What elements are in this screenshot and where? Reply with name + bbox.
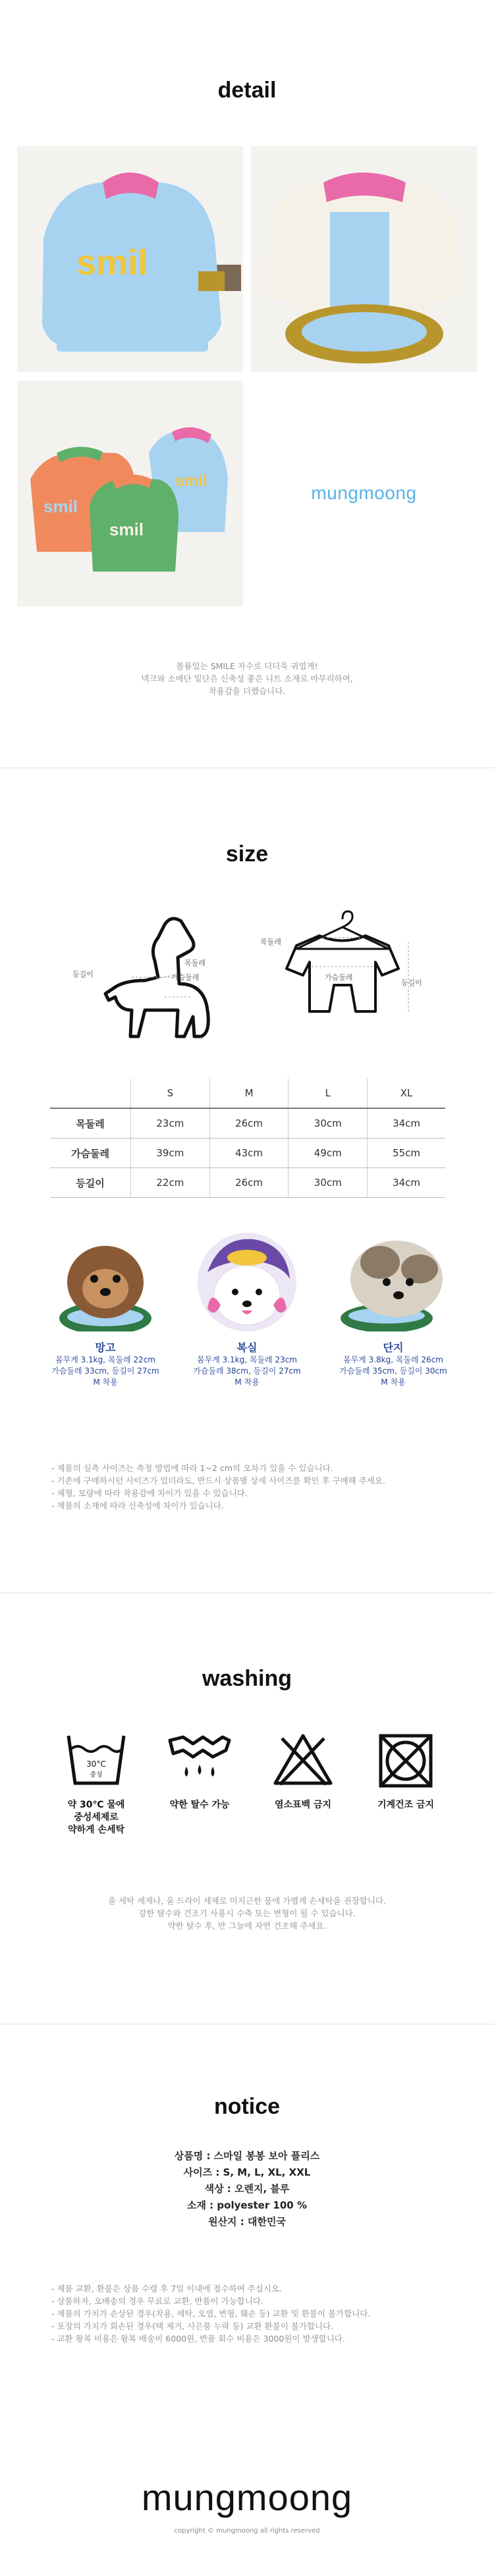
product-photo-front xyxy=(17,146,243,372)
notice-note: - 상품하자, 오배송의 경우 무료로 교환, 반품이 가능합니다. xyxy=(51,2296,263,2306)
table-cell: 26cm xyxy=(209,1168,288,1198)
product-photo-colors xyxy=(17,381,243,606)
spec-line: 소재 : polyester 100 % xyxy=(186,2199,307,2211)
table-cell: 49cm xyxy=(288,1139,368,1168)
table-cell: 39cm xyxy=(131,1139,210,1168)
size-note: - 제품의 소재에 따라 신축성에 차이가 있습니다. xyxy=(51,1501,224,1511)
product-photo-back xyxy=(251,146,477,372)
detail-desc-line: 착용감을 더했습니다. xyxy=(208,686,286,696)
table-row xyxy=(50,1108,445,1139)
model-desc-line: 몸무게 3.1kg, 목둘레 23cm xyxy=(196,1355,298,1364)
table-cell: 22cm xyxy=(131,1168,210,1198)
washtub-temp-text: 30°C xyxy=(86,1759,106,1769)
dog-chest-label: 가슴둘레 xyxy=(171,973,200,982)
notice-note: - 포장의 가치가 회손된 경우(택 제거, 사은품 누락 등) 교환 환불이 불가합니다. xyxy=(51,2321,334,2331)
table-corner xyxy=(50,1079,131,1108)
dog-measure-diagram xyxy=(72,911,231,1050)
model-name: 단지 xyxy=(383,1341,404,1354)
row-label: 목둘레 xyxy=(50,1108,131,1139)
wash-item-nobleach xyxy=(257,1731,349,1811)
model-desc-line: M 착용 xyxy=(381,1378,406,1387)
table-cell: 34cm xyxy=(368,1108,445,1139)
size-table xyxy=(50,1079,445,1198)
notice-note: - 제품의 가치가 손상된 경우(착용, 세탁, 오염, 변형, 훼손 등) 교환 및 환불이 불가합니다. xyxy=(51,2309,371,2319)
model-photo-danji xyxy=(334,1233,453,1331)
size-col-l: L xyxy=(288,1079,368,1108)
model-desc-line: 몸무게 3.1kg, 목둘레 22cm xyxy=(55,1355,156,1364)
no-tumble-dry-icon xyxy=(373,1731,439,1790)
model-photo-mango xyxy=(49,1233,161,1331)
detail-title: detail xyxy=(217,78,277,103)
spec-line: 사이즈 : S, M, L, XL, XXL xyxy=(183,2166,311,2178)
table-cell: 34cm xyxy=(368,1168,445,1198)
spec-line: 상품명 : 스마일 봉봉 보아 플리스 xyxy=(174,2150,320,2162)
washing-description xyxy=(0,1894,494,1932)
garment-chest-label: 가슴둘레 xyxy=(325,973,353,982)
garment-neck-label: 목둘레 xyxy=(260,938,281,946)
dog-neck-label: 목둘레 xyxy=(184,959,206,967)
model-desc-line: 가슴둘레 35cm, 등길이 30cm xyxy=(339,1366,447,1376)
wash-label: 기계건조 금지 xyxy=(377,1800,435,1810)
size-col-m: M xyxy=(209,1079,288,1108)
size-table-header xyxy=(50,1079,445,1108)
size-note: - 기존에 구매하시던 사이즈가 있더라도, 반드시 상품별 상세 사이즈를 확인 후 구매해 주세요. xyxy=(51,1476,385,1486)
footer-logo: mungmoong xyxy=(141,2477,353,2518)
no-bleach-icon xyxy=(270,1731,336,1790)
brand-logo-text: mungmoong xyxy=(311,483,417,503)
wash-label-line: 약하게 손세탁 xyxy=(67,1825,125,1835)
section-divider xyxy=(0,767,494,768)
size-col-s: S xyxy=(131,1079,210,1108)
svg-text:smil: smil xyxy=(175,472,207,490)
svg-text:smil: smil xyxy=(76,243,148,282)
detail-desc-line: 볼륨있는 SMILE 자수로 더더욱 귀엽게! xyxy=(176,661,318,671)
table-cell: 26cm xyxy=(209,1108,288,1139)
wash-label xyxy=(50,1799,142,1837)
size-notes xyxy=(51,1462,447,1512)
table-cell: 23cm xyxy=(131,1108,210,1139)
washtub-30c-icon xyxy=(63,1731,129,1790)
table-cell: 55cm xyxy=(368,1139,445,1168)
washing-desc-line: 약한 탈수 후, 반 그늘에 자연 건조해 주세요. xyxy=(167,1921,327,1931)
svg-text:smil: smil xyxy=(43,496,78,516)
section-divider xyxy=(0,1592,494,1594)
table-cell: 30cm xyxy=(288,1168,368,1198)
wring-icon xyxy=(167,1731,233,1790)
notice-title: notice xyxy=(213,2094,281,2119)
washing-desc-line: 강한 탈수와 건조기 사용시 수축 또는 변형이 될 수 있습니다. xyxy=(138,1908,356,1918)
spec-line: 원산지 : 대한민국 xyxy=(208,2216,286,2228)
footer-copyright: copyright © mungmoong all rights reserved xyxy=(174,2527,320,2535)
garment-measure-diagram xyxy=(260,906,425,1051)
model-card-mango xyxy=(40,1233,171,1388)
model-name: 복실 xyxy=(236,1341,258,1354)
garment-back-label: 등길이 xyxy=(401,979,422,987)
dog-back-label: 등길이 xyxy=(72,970,94,979)
table-cell: 43cm xyxy=(209,1139,288,1168)
model-photo-boksil xyxy=(181,1226,313,1331)
table-cell: 30cm xyxy=(288,1108,368,1139)
wash-item-nodryer xyxy=(360,1731,452,1811)
model-desc-line: 가슴둘레 33cm, 등길이 27cm xyxy=(51,1366,159,1376)
wash-item-handwash xyxy=(50,1731,142,1837)
model-desc-line: 몸무게 3.8kg, 목둘레 26cm xyxy=(343,1355,444,1364)
brand-logo-panel xyxy=(251,381,477,606)
detail-description xyxy=(0,660,494,697)
model-card-danji xyxy=(327,1233,459,1388)
table-row xyxy=(50,1168,445,1198)
wash-item-wring xyxy=(153,1731,246,1811)
washing-desc-line: 울 세탁 세제나, 울 드라이 세제로 미지근한 물에 가볍게 손세탁을 권장합니다. xyxy=(107,1896,386,1906)
model-card-boksil xyxy=(181,1226,313,1388)
svg-text:smil: smil xyxy=(109,520,144,539)
notice-note: - 제품 교환, 환불은 상품 수령 후 7일 이내에 접수하여 주십시오. xyxy=(51,2284,282,2294)
model-desc-line: M 착용 xyxy=(93,1378,118,1387)
size-title: size xyxy=(225,842,269,867)
wash-label-line: 약 30℃ 물에 xyxy=(67,1800,125,1810)
model-name: 망고 xyxy=(95,1341,116,1354)
size-note: - 제품의 실측 사이즈는 측정 방법에 따라 1~2 cm의 오차가 있을 수 있습니다. xyxy=(51,1463,333,1473)
washing-title: washing xyxy=(202,1666,292,1691)
notice-notes xyxy=(51,2282,447,2345)
detail-desc-line: 넥크와 소매단 밑단은 신축성 좋은 니트 소재로 마무리하여, xyxy=(141,674,353,684)
row-label: 등길이 xyxy=(50,1168,131,1198)
model-desc-line: 가슴둘레 38cm, 등길이 27cm xyxy=(193,1366,301,1376)
size-note: - 체형, 모량에 따라 착용감에 차이가 있을 수 있습니다. xyxy=(51,1488,248,1498)
model-desc-line: M 착용 xyxy=(234,1378,260,1387)
wash-label: 약한 탈수 가능 xyxy=(169,1800,230,1810)
row-label: 가슴둘레 xyxy=(50,1139,131,1168)
washtub-sub-text: 중성 xyxy=(90,1771,103,1779)
spec-line: 색상 : 오렌지, 블루 xyxy=(204,2183,290,2195)
section-divider xyxy=(0,2024,494,2025)
notice-note: - 교환 왕복 비용은 왕복 배송비 6000원, 반품 회수 비용은 3000원이 발생합니다. xyxy=(51,2334,345,2344)
size-col-xl: XL xyxy=(368,1079,445,1108)
wash-label-line: 중성세제로 xyxy=(74,1812,119,1823)
table-row xyxy=(50,1139,445,1168)
wash-label: 염소표백 금지 xyxy=(274,1800,332,1810)
product-specs xyxy=(0,2148,494,2230)
